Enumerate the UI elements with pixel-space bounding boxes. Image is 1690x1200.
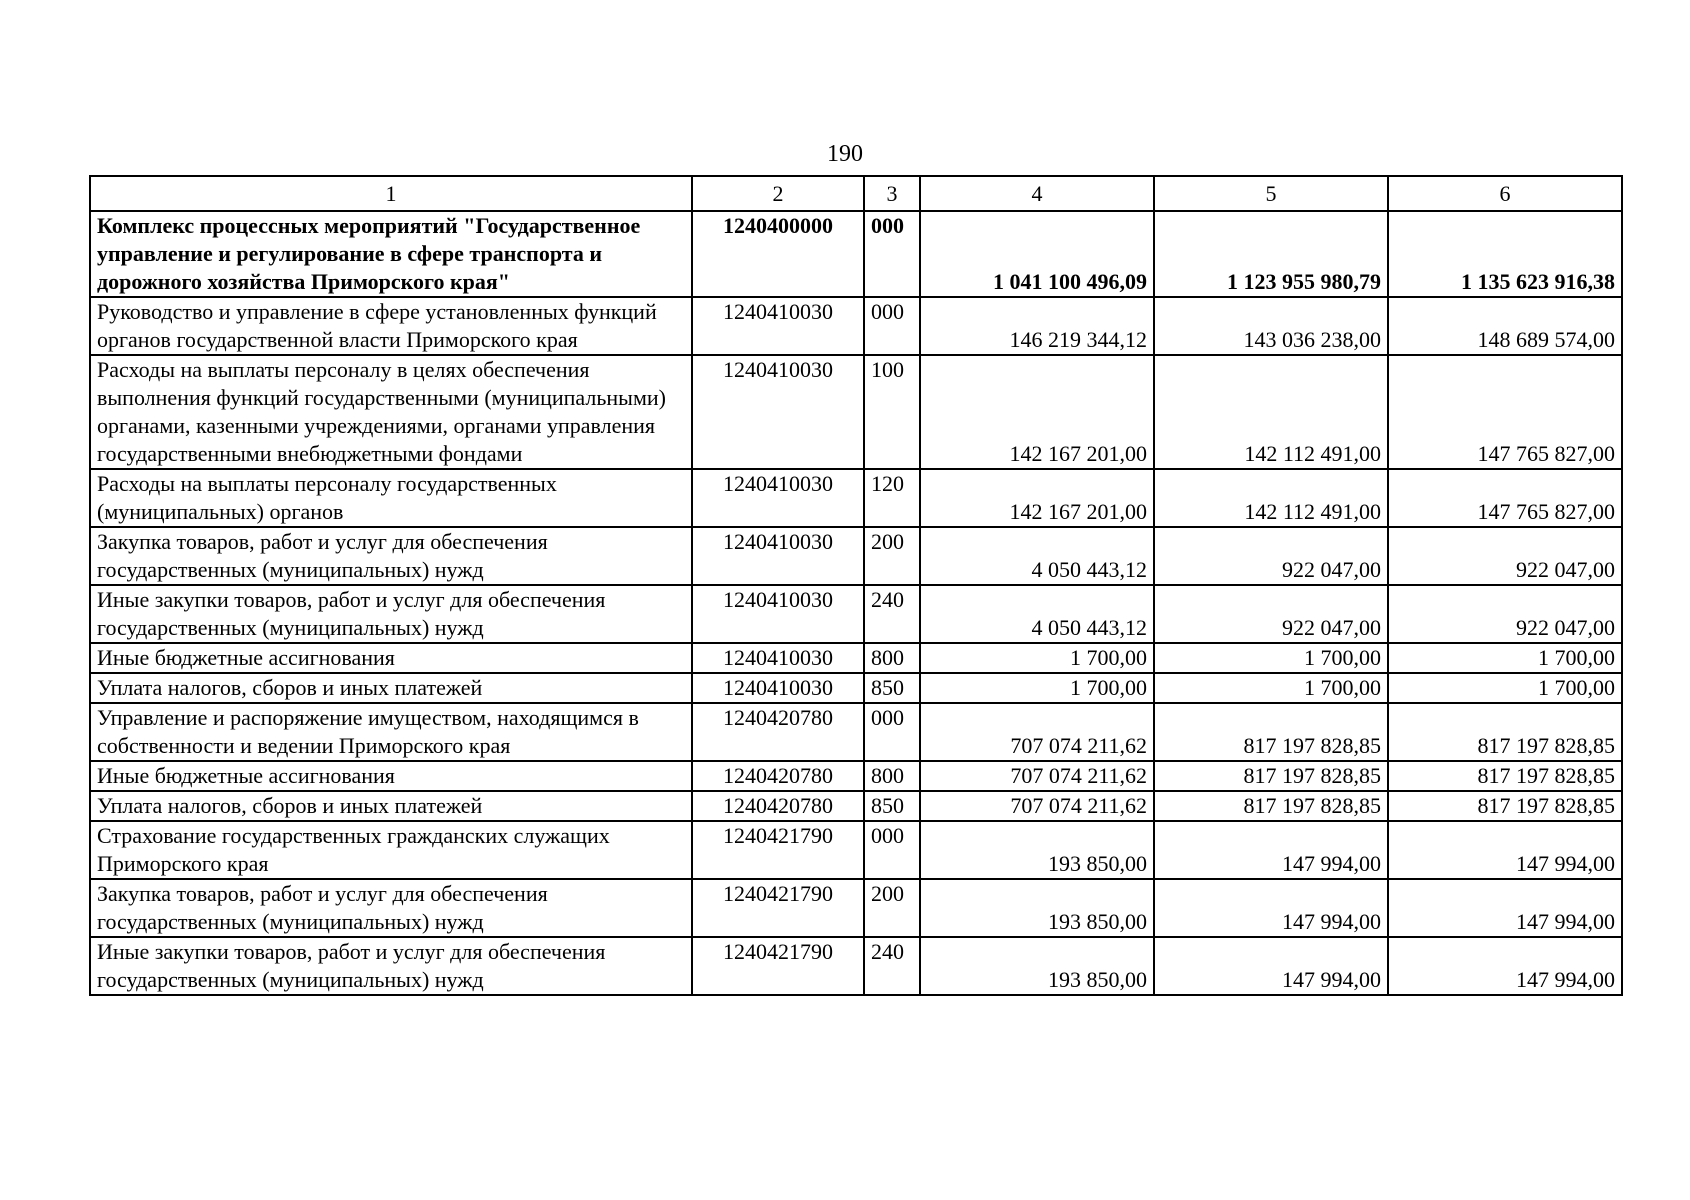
row-amount2-cell — [1154, 355, 1388, 469]
table-row — [90, 297, 1622, 355]
row-code-cell — [692, 761, 864, 791]
row-amount3-text: 922 047,00 — [1516, 615, 1615, 640]
row-amount1-cell — [920, 297, 1154, 355]
row-code-cell — [692, 211, 864, 297]
row-amount1-text: 1 041 100 496,09 — [993, 269, 1147, 294]
row-type-cell — [864, 673, 920, 703]
row-name-text: Комплекс процессных мероприятий "Государственное управление и регулирование в сфере транспорта и дорожного хозяйства Приморского края" — [97, 213, 641, 294]
row-type-cell — [864, 643, 920, 673]
row-name-cell — [90, 297, 692, 355]
row-amount2-cell — [1154, 211, 1388, 297]
row-name-text: Расходы на выплаты персоналу в целях обеспечения выполнения функций государственными (муниципальными) органами, казенными учреждениями, органами управления государственными внебюджетными фондами — [97, 357, 666, 466]
row-name-text: Управление и распоряжение имуществом, находящимся в собственности и ведении Приморского края — [97, 705, 639, 758]
row-code-text: 1240410030 — [723, 587, 833, 612]
row-amount2-cell — [1154, 703, 1388, 761]
table-row — [90, 673, 1622, 703]
row-amount2-cell — [1154, 643, 1388, 673]
row-amount1-cell — [920, 355, 1154, 469]
row-code-cell — [692, 673, 864, 703]
row-code-text: 1240400000 — [723, 213, 833, 238]
row-amount1-cell — [920, 527, 1154, 585]
column-number-cell: 4 — [920, 176, 1154, 211]
row-code-cell — [692, 703, 864, 761]
row-code-text: 1240410030 — [723, 299, 833, 324]
row-amount2-text: 147 994,00 — [1282, 967, 1381, 992]
row-type-text: 800 — [871, 763, 904, 788]
row-amount3-cell — [1388, 703, 1622, 761]
row-amount1-text: 193 850,00 — [1048, 851, 1147, 876]
row-amount2-cell — [1154, 297, 1388, 355]
row-name-text: Иные бюджетные ассигнования — [97, 763, 395, 788]
row-amount2-text: 1 700,00 — [1304, 675, 1381, 700]
row-name-cell — [90, 643, 692, 673]
row-type-cell — [864, 527, 920, 585]
row-amount1-text: 1 700,00 — [1070, 645, 1147, 670]
row-amount1-cell — [920, 937, 1154, 995]
row-amount3-text: 147 994,00 — [1516, 909, 1615, 934]
row-amount3-text: 1 135 623 916,38 — [1461, 269, 1615, 294]
row-amount1-cell — [920, 211, 1154, 297]
row-code-cell — [692, 879, 864, 937]
column-number-row — [90, 176, 1622, 211]
row-code-text: 1240410030 — [723, 529, 833, 554]
row-code-text: 1240420780 — [723, 705, 833, 730]
row-amount3-text: 817 197 828,85 — [1477, 793, 1615, 818]
row-code-text: 1240420780 — [723, 793, 833, 818]
row-amount3-cell — [1388, 527, 1622, 585]
row-code-cell — [692, 469, 864, 527]
column-number-cell: 3 — [864, 176, 920, 211]
row-name-text: Страхование государственных гражданских служащих Приморского края — [97, 823, 610, 876]
row-code-cell — [692, 937, 864, 995]
row-name-cell — [90, 703, 692, 761]
row-name-text: Закупка товаров, работ и услуг для обеспечения государственных (муниципальных) нужд — [97, 881, 548, 934]
row-amount1-cell — [920, 643, 1154, 673]
row-code-cell — [692, 585, 864, 643]
row-type-cell — [864, 211, 920, 297]
row-amount3-cell — [1388, 937, 1622, 995]
row-amount2-text: 922 047,00 — [1282, 615, 1381, 640]
column-number-cell: 2 — [692, 176, 864, 211]
row-amount3-text: 147 765 827,00 — [1477, 499, 1615, 524]
row-name-cell — [90, 527, 692, 585]
row-amount2-text: 143 036 238,00 — [1243, 327, 1381, 352]
row-amount1-text: 193 850,00 — [1048, 909, 1147, 934]
row-type-text: 100 — [871, 357, 904, 382]
row-amount3-text: 1 700,00 — [1538, 675, 1615, 700]
row-amount2-text: 1 700,00 — [1304, 645, 1381, 670]
row-type-text: 000 — [871, 705, 904, 730]
row-amount3-text: 817 197 828,85 — [1477, 763, 1615, 788]
row-name-text: Руководство и управление в сфере установленных функций органов государственной власти Приморского края — [97, 299, 657, 352]
row-type-text: 850 — [871, 675, 904, 700]
row-amount1-text: 146 219 344,12 — [1009, 327, 1147, 352]
row-amount2-text: 142 112 491,00 — [1244, 499, 1381, 524]
row-code-text: 1240420780 — [723, 763, 833, 788]
row-code-text: 1240421790 — [723, 881, 833, 906]
row-amount2-text: 147 994,00 — [1282, 851, 1381, 876]
table-row — [90, 703, 1622, 761]
row-type-text: 000 — [871, 823, 904, 848]
row-amount2-text: 922 047,00 — [1282, 557, 1381, 582]
row-amount2-text: 817 197 828,85 — [1243, 733, 1381, 758]
row-name-cell — [90, 355, 692, 469]
row-type-text: 240 — [871, 587, 904, 612]
row-amount3-cell — [1388, 761, 1622, 791]
column-number-cell: 5 — [1154, 176, 1388, 211]
row-amount1-cell — [920, 791, 1154, 821]
row-name-text: Иные закупки товаров, работ и услуг для обеспечения государственных (муниципальных) нужд — [97, 939, 606, 992]
row-type-text: 800 — [871, 645, 904, 670]
table-row — [90, 937, 1622, 995]
row-amount1-cell — [920, 703, 1154, 761]
row-amount1-cell — [920, 585, 1154, 643]
row-type-cell — [864, 879, 920, 937]
column-number-cell: 1 — [90, 176, 692, 211]
row-code-cell — [692, 297, 864, 355]
row-amount3-text: 817 197 828,85 — [1477, 733, 1615, 758]
row-code-text: 1240410030 — [723, 675, 833, 700]
row-amount3-text: 1 700,00 — [1538, 645, 1615, 670]
row-type-cell — [864, 791, 920, 821]
row-code-cell — [692, 527, 864, 585]
row-amount3-text: 147 994,00 — [1516, 967, 1615, 992]
row-code-text: 1240421790 — [723, 939, 833, 964]
row-name-cell — [90, 211, 692, 297]
row-amount2-text: 817 197 828,85 — [1243, 793, 1381, 818]
row-name-cell — [90, 673, 692, 703]
row-amount1-text: 4 050 443,12 — [1031, 557, 1147, 582]
row-name-text: Иные бюджетные ассигнования — [97, 645, 395, 670]
row-type-cell — [864, 937, 920, 995]
row-amount2-text: 147 994,00 — [1282, 909, 1381, 934]
row-name-text: Уплата налогов, сборов и иных платежей — [97, 793, 483, 818]
table-row — [90, 585, 1622, 643]
row-code-text: 1240410030 — [723, 357, 833, 382]
row-amount1-text: 707 074 211,62 — [1010, 733, 1147, 758]
row-amount1-text: 707 074 211,62 — [1010, 763, 1147, 788]
row-amount3-cell — [1388, 821, 1622, 879]
table-row — [90, 879, 1622, 937]
row-amount2-text: 142 112 491,00 — [1244, 441, 1381, 466]
row-amount1-text: 4 050 443,12 — [1031, 615, 1147, 640]
table-row — [90, 643, 1622, 673]
row-amount2-cell — [1154, 469, 1388, 527]
row-amount3-cell — [1388, 211, 1622, 297]
row-amount1-cell — [920, 469, 1154, 527]
row-code-cell — [692, 643, 864, 673]
row-amount1-cell — [920, 673, 1154, 703]
row-name-cell — [90, 879, 692, 937]
row-type-text: 850 — [871, 793, 904, 818]
row-code-cell — [692, 821, 864, 879]
row-amount3-cell — [1388, 643, 1622, 673]
row-amount2-text: 1 123 955 980,79 — [1227, 269, 1381, 294]
row-name-cell — [90, 821, 692, 879]
row-amount2-cell — [1154, 879, 1388, 937]
row-amount3-text: 148 689 574,00 — [1477, 327, 1615, 352]
row-amount2-cell — [1154, 761, 1388, 791]
row-amount3-cell — [1388, 791, 1622, 821]
row-amount2-cell — [1154, 821, 1388, 879]
row-type-text: 200 — [871, 881, 904, 906]
row-code-text: 1240410030 — [723, 645, 833, 670]
table-row — [90, 791, 1622, 821]
row-type-cell — [864, 585, 920, 643]
row-name-text: Иные закупки товаров, работ и услуг для обеспечения государственных (муниципальных) нужд — [97, 587, 606, 640]
table-row — [90, 527, 1622, 585]
row-amount1-cell — [920, 821, 1154, 879]
row-name-cell — [90, 761, 692, 791]
row-amount3-cell — [1388, 297, 1622, 355]
table-row — [90, 469, 1622, 527]
row-name-text: Уплата налогов, сборов и иных платежей — [97, 675, 483, 700]
row-type-text: 120 — [871, 471, 904, 496]
page-number: 190 — [827, 141, 863, 167]
row-type-cell — [864, 761, 920, 791]
row-amount1-text: 1 700,00 — [1070, 675, 1147, 700]
row-amount3-cell — [1388, 585, 1622, 643]
row-amount3-text: 147 765 827,00 — [1477, 441, 1615, 466]
column-number-cell: 6 — [1388, 176, 1622, 211]
row-amount1-text: 193 850,00 — [1048, 967, 1147, 992]
row-amount2-cell — [1154, 791, 1388, 821]
row-amount2-cell — [1154, 585, 1388, 643]
row-amount1-cell — [920, 879, 1154, 937]
row-amount3-text: 922 047,00 — [1516, 557, 1615, 582]
budget-table-body — [90, 176, 1622, 995]
budget-table — [89, 175, 1623, 996]
row-type-cell — [864, 469, 920, 527]
row-type-cell — [864, 355, 920, 469]
row-type-cell — [864, 703, 920, 761]
row-code-text: 1240410030 — [723, 471, 833, 496]
row-amount1-text: 707 074 211,62 — [1010, 793, 1147, 818]
row-type-text: 240 — [871, 939, 904, 964]
table-row — [90, 355, 1622, 469]
row-amount2-cell — [1154, 937, 1388, 995]
row-type-text: 200 — [871, 529, 904, 554]
table-row — [90, 821, 1622, 879]
row-amount2-text: 817 197 828,85 — [1243, 763, 1381, 788]
row-name-cell — [90, 791, 692, 821]
row-name-cell — [90, 469, 692, 527]
row-name-text: Закупка товаров, работ и услуг для обеспечения государственных (муниципальных) нужд — [97, 529, 548, 582]
row-amount1-text: 142 167 201,00 — [1009, 441, 1147, 466]
row-code-cell — [692, 791, 864, 821]
row-code-cell — [692, 355, 864, 469]
row-amount1-cell — [920, 761, 1154, 791]
row-amount2-cell — [1154, 527, 1388, 585]
row-amount3-cell — [1388, 469, 1622, 527]
row-amount3-text: 147 994,00 — [1516, 851, 1615, 876]
row-amount1-text: 142 167 201,00 — [1009, 499, 1147, 524]
table-row — [90, 761, 1622, 791]
row-type-cell — [864, 297, 920, 355]
row-type-text: 000 — [871, 213, 904, 238]
row-code-text: 1240421790 — [723, 823, 833, 848]
row-name-cell — [90, 585, 692, 643]
row-name-cell — [90, 937, 692, 995]
row-amount3-cell — [1388, 879, 1622, 937]
row-type-text: 000 — [871, 299, 904, 324]
row-amount2-cell — [1154, 673, 1388, 703]
row-amount3-cell — [1388, 673, 1622, 703]
row-amount3-cell — [1388, 355, 1622, 469]
row-name-text: Расходы на выплаты персоналу государственных (муниципальных) органов — [97, 471, 557, 524]
table-row — [90, 211, 1622, 297]
row-type-cell — [864, 821, 920, 879]
